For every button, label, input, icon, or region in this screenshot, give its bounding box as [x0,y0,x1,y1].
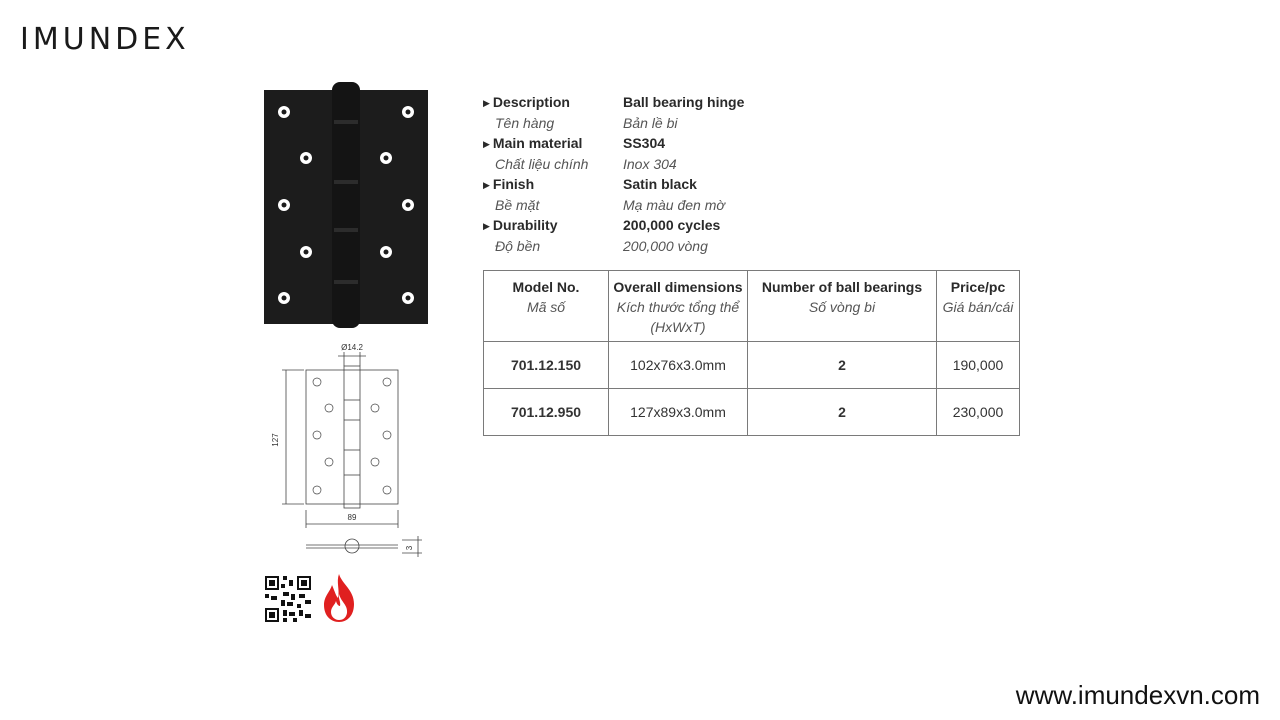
table-row [484,389,1020,436]
header-model [484,271,609,342]
spec-value: 200,000 vòng [623,238,708,254]
fire-rated-icon [318,572,360,624]
spec-label: Durability [492,217,558,233]
spec-value: Ball bearing hinge [623,94,745,110]
spec-finish-vi [483,195,803,215]
spec-label: Chất liệu chính [495,156,589,172]
header-ball-bearings [748,271,937,342]
width-label: 89 [347,513,357,522]
hinge-photo [262,80,430,330]
header-label-en: Price/pc [950,279,1006,295]
header-label-en: Overall dimensions [613,279,743,295]
hinge-technical-drawing [262,340,432,570]
spec-material-en [483,133,803,154]
bullet-arrow-icon: ▶ [483,180,490,190]
thickness-label: 3 [405,545,414,551]
cell-dimensions: 127x89x3.0mm [609,389,748,436]
cell-bearings: 2 [748,389,937,436]
spec-value: Satin black [623,176,697,192]
table-row [484,342,1020,389]
header-price [937,271,1020,342]
cell-dimensions: 102x76x3.0mm [609,342,748,389]
bullet-arrow-icon: ▶ [483,221,490,231]
website-link[interactable]: www.imundexvn.com [1015,680,1260,710]
diameter-label: Ø14.2 [341,343,363,352]
spec-list [483,92,803,256]
bullet-arrow-icon: ▶ [483,139,490,149]
header-dimensions [609,271,748,342]
spec-label: Description [492,94,570,110]
header-label-en: Model No. [512,279,580,295]
bullet-arrow-icon: ▶ [483,98,490,108]
spec-label: Finish [492,176,535,192]
spec-label: Bề mặt [495,197,540,213]
spec-durability-vi [483,236,803,256]
spec-durability-en [483,215,803,236]
spec-material-vi [483,154,803,174]
spec-value: 200,000 cycles [623,217,721,233]
spec-value: Mạ màu đen mờ [623,197,725,213]
spec-value: Inox 304 [623,156,677,172]
spec-value: SS304 [623,135,666,151]
cell-price: 190,000 [937,342,1020,389]
table-header-row [484,271,1020,342]
height-label: 127 [271,433,280,447]
header-label-vi: Giá bán/cái [942,299,1014,315]
header-label-vi: Số vòng bi [808,299,876,315]
spec-label: Độ bền [495,238,541,254]
spec-label: Tên hàng [495,115,555,131]
product-table [483,270,1020,436]
cell-price: 230,000 [937,389,1020,436]
qr-code-icon[interactable] [265,576,311,622]
spec-finish-en [483,174,803,195]
spec-description-vi [483,113,803,133]
cell-model: 701.12.150 [484,342,609,389]
brand-logo: IMUNDEX [20,22,190,57]
header-label-vi: Kích thước tổng thể (HxWxT) [616,299,740,335]
spec-description-en [483,92,803,113]
cell-bearings: 2 [748,342,937,389]
header-label-en: Number of ball bearings [761,279,923,295]
cell-model: 701.12.950 [484,389,609,436]
header-label-vi: Mã số [526,299,566,315]
spec-value: Bản lề bi [623,115,678,131]
spec-label: Main material [492,135,583,151]
